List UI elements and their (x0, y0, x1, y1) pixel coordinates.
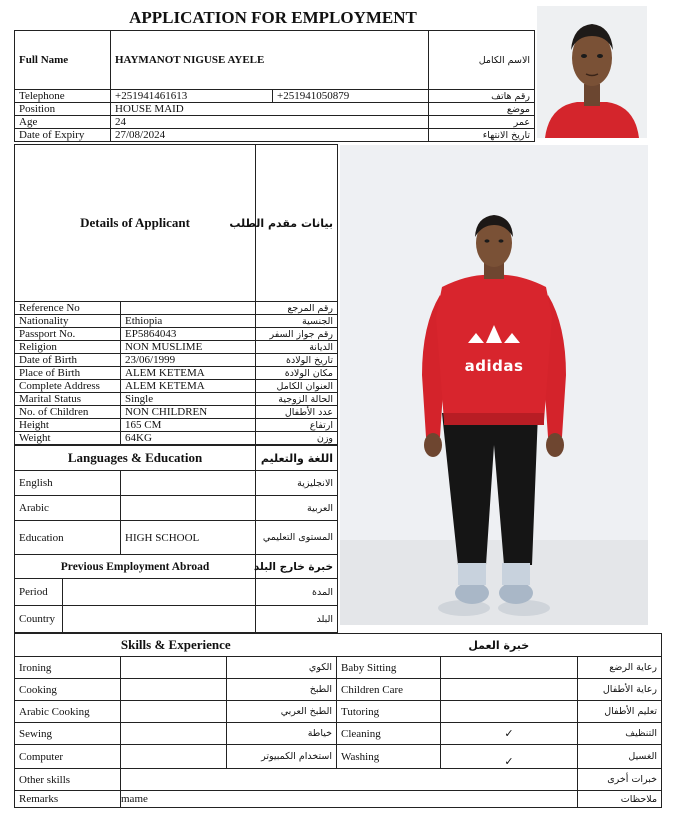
sewing-label: Sewing (15, 723, 121, 745)
nationality-label-ar: الجنسية (256, 315, 338, 328)
expiry-label: Date of Expiry (15, 129, 111, 142)
computer-value (121, 745, 227, 769)
skills-heading: Skills & Experience (15, 634, 337, 657)
period-value (63, 579, 256, 606)
reference-label: Reference No (15, 302, 121, 315)
education-label: Education (15, 521, 121, 555)
age-row (15, 116, 535, 129)
arabic-value (121, 496, 256, 521)
marital-value: Single (121, 393, 256, 406)
religion-label-ar: الديانة (256, 341, 338, 354)
languages-table (14, 445, 338, 555)
washing-label-ar: الغسيل (578, 745, 662, 769)
pob-label-ar: مكان الولادة (256, 367, 338, 380)
detail-row (15, 302, 338, 315)
computer-label-ar: استخدام الكمبيوتر (227, 745, 337, 769)
full-name-label-ar: الاسم الكامل (429, 31, 535, 90)
ironing-label: Ironing (15, 657, 121, 679)
full-name-value: HAYMANOT NIGUSE AYELE (111, 31, 429, 90)
telephone-row (15, 90, 535, 103)
detail-row (15, 315, 338, 328)
reference-value (121, 302, 256, 315)
detail-row (15, 432, 338, 445)
position-row (15, 103, 535, 116)
weight-value: 64KG (121, 432, 256, 445)
address-label-ar: العنوان الكامل (256, 380, 338, 393)
full-name-label: Full Name (15, 31, 111, 90)
period-label-ar: المدة (256, 579, 338, 606)
weight-label-ar: وزن (256, 432, 338, 445)
details-table (14, 144, 338, 445)
nationality-value: Ethiopia (121, 315, 256, 328)
language-row (15, 496, 338, 521)
telephone-value-1: +251941461613 (111, 90, 273, 103)
languages-heading: Languages & Education (15, 446, 256, 471)
pob-label: Place of Birth (15, 367, 121, 380)
address-label: Complete Address (15, 380, 121, 393)
previous-heading-ar: خبرة خارج البلد (256, 555, 338, 579)
education-value: HIGH SCHOOL (121, 521, 256, 555)
baby-sitting-label: Baby Sitting (337, 657, 441, 679)
religion-value: NON MUSLIME (121, 341, 256, 354)
detail-row (15, 341, 338, 354)
remarks-value: mame (121, 791, 578, 808)
details-heading: Details of Applicant (15, 145, 256, 302)
children-care-value (441, 679, 578, 701)
languages-heading-ar: اللغة والتعليم (256, 446, 338, 471)
previous-heading-row (15, 555, 338, 579)
telephone-label: Telephone (15, 90, 111, 103)
passport-label: Passport No. (15, 328, 121, 341)
cleaning-label-ar: التنظيف (578, 723, 662, 745)
previous-row (15, 579, 338, 606)
arabic-label: Arabic (15, 496, 121, 521)
english-label-ar: الانجليزية (256, 471, 338, 496)
skills-table (14, 633, 662, 808)
arabic-label-ar: العربية (256, 496, 338, 521)
age-label: Age (15, 116, 111, 129)
previous-row (15, 606, 338, 633)
height-label: Height (15, 419, 121, 432)
height-label-ar: ارتفاع (256, 419, 338, 432)
expiry-label-ar: تاريخ الانتهاء (429, 129, 535, 142)
skill-row (15, 745, 662, 769)
position-label-ar: موضع (429, 103, 535, 116)
tutoring-label: Tutoring (337, 701, 441, 723)
religion-label: Religion (15, 341, 121, 354)
dob-label: Date of Birth (15, 354, 121, 367)
country-label-ar: البلد (256, 606, 338, 633)
previous-employment-table (14, 554, 338, 633)
portrait-photo (537, 6, 647, 138)
address-value: ALEM KETEMA (121, 380, 256, 393)
skill-row (15, 701, 662, 723)
dob-value: 23/06/1999 (121, 354, 256, 367)
other-skills-value (121, 769, 578, 791)
other-skills-row (15, 769, 662, 791)
detail-row (15, 354, 338, 367)
nationality-label: Nationality (15, 315, 121, 328)
skill-row (15, 657, 662, 679)
country-value (63, 606, 256, 633)
dob-label-ar: تاريخ الولادة (256, 354, 338, 367)
tutoring-label-ar: تعليم الأطفال (578, 701, 662, 723)
cooking-value (121, 679, 227, 701)
languages-heading-row (15, 446, 338, 471)
remarks-label: Remarks (15, 791, 121, 808)
arabic-cooking-label-ar: الطبخ العربي (227, 701, 337, 723)
washing-label: Washing (337, 745, 441, 769)
baby-sitting-value (441, 657, 578, 679)
children-care-label: Children Care (337, 679, 441, 701)
english-value (121, 471, 256, 496)
detail-row (15, 393, 338, 406)
previous-heading: Previous Employment Abroad (15, 555, 256, 579)
computer-label: Computer (15, 745, 121, 769)
marital-label: Marital Status (15, 393, 121, 406)
full-name-row (15, 31, 535, 90)
passport-label-ar: رقم جواز السفر (256, 328, 338, 341)
children-label: No. of Children (15, 406, 121, 419)
skill-row (15, 723, 662, 745)
ironing-label-ar: الكوي (227, 657, 337, 679)
weight-label: Weight (15, 432, 121, 445)
skills-heading-row (15, 634, 662, 657)
portrait-illustration (537, 6, 647, 138)
cooking-label: Cooking (15, 679, 121, 701)
sewing-value (121, 723, 227, 745)
position-value: HOUSE MAID (111, 103, 429, 116)
telephone-value-2: +251941050879 (273, 90, 429, 103)
sewing-label-ar: خياطة (227, 723, 337, 745)
language-row (15, 471, 338, 496)
arabic-cooking-value (121, 701, 227, 723)
cooking-label-ar: الطبخ (227, 679, 337, 701)
pob-value: ALEM KETEMA (121, 367, 256, 380)
passport-value: EP5864043 (121, 328, 256, 341)
details-heading-ar: بيانات مقدم الطلب (256, 145, 338, 302)
education-row (15, 521, 338, 555)
sweater-logo-text: adidas (464, 357, 524, 375)
expiry-row (15, 129, 535, 142)
ironing-value (121, 657, 227, 679)
telephone-label-ar: رقم هاتف (429, 90, 535, 103)
remarks-label-ar: ملاحظات (578, 791, 662, 808)
other-skills-label-ar: خبرات أخرى (578, 769, 662, 791)
skill-row (15, 679, 662, 701)
detail-row (15, 406, 338, 419)
children-label-ar: عدد الأطفال (256, 406, 338, 419)
country-label: Country (15, 606, 63, 633)
children-care-label-ar: رعاية الأطفال (578, 679, 662, 701)
washing-checkmark: ✓ (441, 745, 578, 769)
skills-heading-ar: خبرة العمل (337, 634, 662, 657)
detail-row (15, 367, 338, 380)
arabic-cooking-label: Arabic Cooking (15, 701, 121, 723)
height-value: 165 CM (121, 419, 256, 432)
education-label-ar: المستوى التعليمي (256, 521, 338, 555)
page-title: APPLICATION FOR EMPLOYMENT (129, 8, 417, 27)
detail-row (15, 380, 338, 393)
other-skills-label: Other skills (15, 769, 121, 791)
remarks-row (15, 791, 662, 808)
reference-label-ar: رقم المرجع (256, 302, 338, 315)
cleaning-checkmark: ✓ (441, 723, 578, 745)
tutoring-value (441, 701, 578, 723)
full-body-illustration (340, 145, 648, 625)
details-heading-row (15, 145, 338, 302)
marital-label-ar: الحالة الزوجية (256, 393, 338, 406)
age-label-ar: عمر (429, 116, 535, 129)
children-value: NON CHILDREN (121, 406, 256, 419)
expiry-value: 27/08/2024 (111, 129, 429, 142)
personal-info-table (14, 30, 535, 142)
full-body-photo (340, 145, 648, 625)
detail-row (15, 328, 338, 341)
period-label: Period (15, 579, 63, 606)
baby-sitting-label-ar: رعاية الرضع (578, 657, 662, 679)
age-value: 24 (111, 116, 429, 129)
detail-row (15, 419, 338, 432)
english-label: English (15, 471, 121, 496)
cleaning-label: Cleaning (337, 723, 441, 745)
position-label: Position (15, 103, 111, 116)
